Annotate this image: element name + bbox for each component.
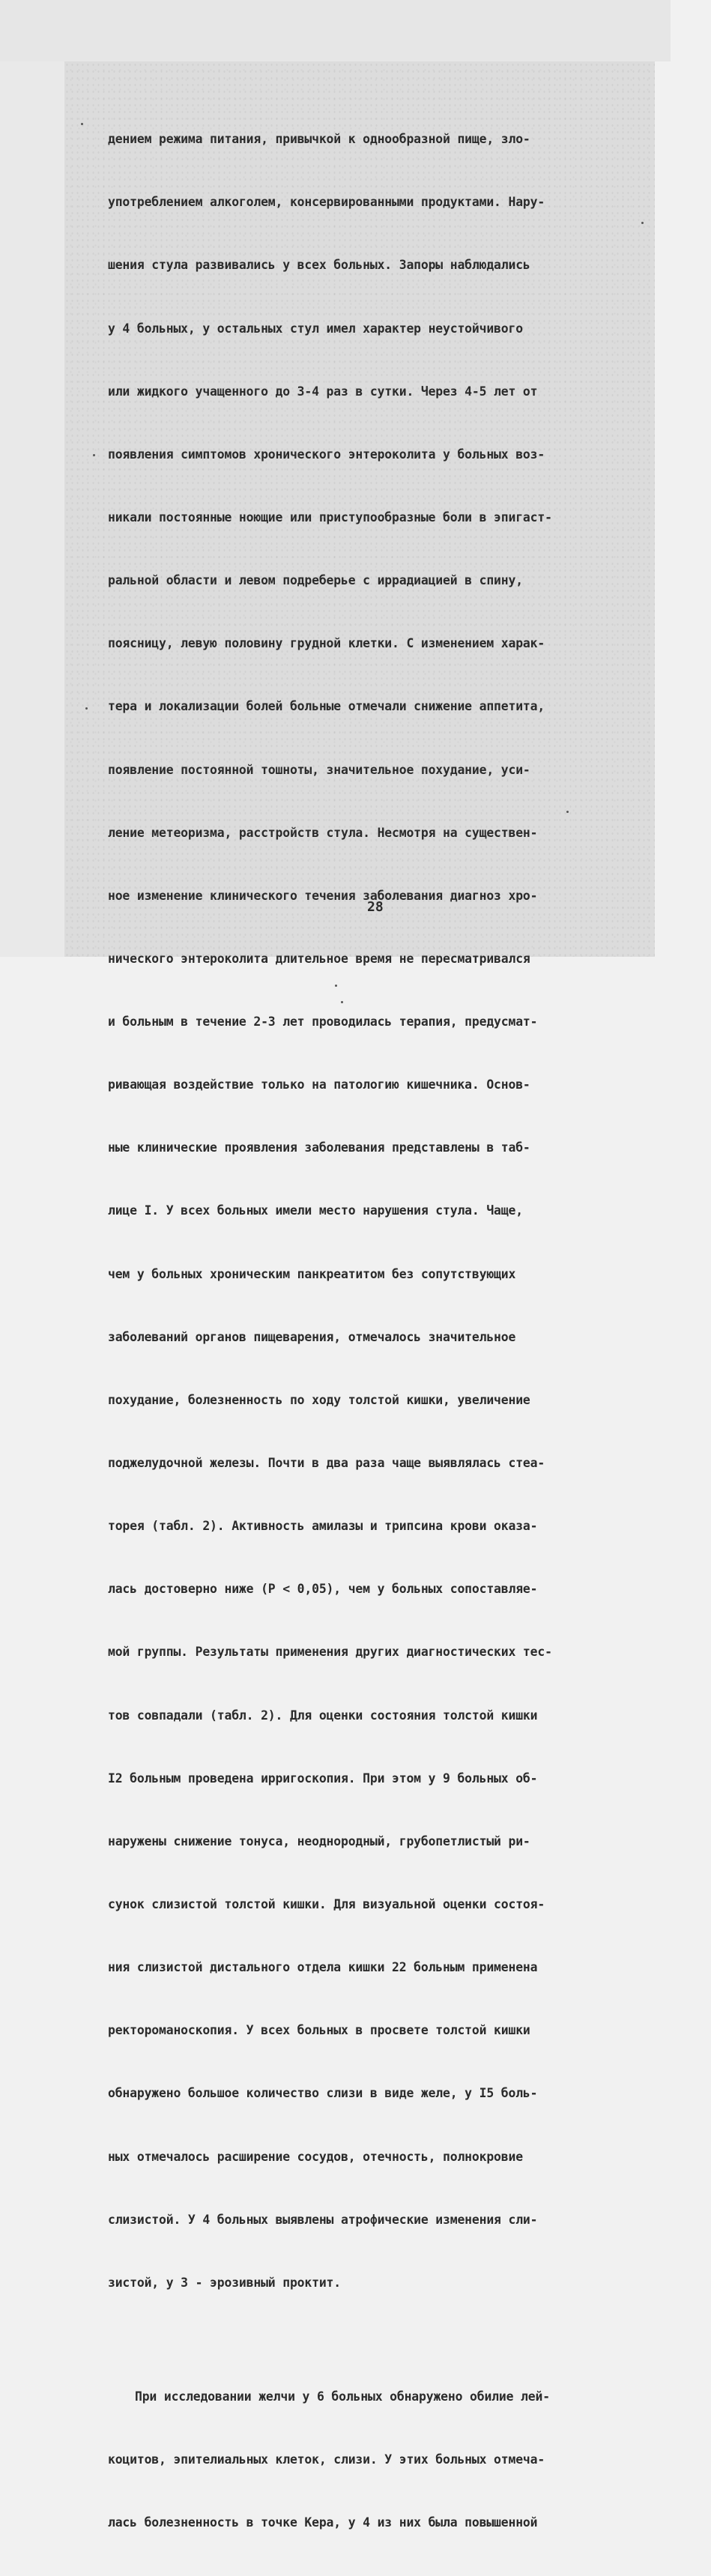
text-line: ректороманоскопия. У всех больных в просвете толстой кишки [108,2023,530,2038]
text-line: у 4 больных, у остальных стул имел характер неустойчивого [108,321,523,336]
scan-speck [335,985,337,987]
text-line: обнаружено большое количество слизи в виде желе, у I5 боль- [108,2086,538,2101]
text-line: употреблением алкоголем, консервированными продуктами. Нару- [108,195,545,210]
scan-speck [566,811,569,813]
text-line: ных отмечалось расширение сосудов, отечность, полнокровие [108,2149,523,2164]
page-number: 28 [367,899,384,915]
paragraph-gap [108,2335,632,2344]
text-line: ривающая воздействие только на патологию кишечника. Основ- [108,1077,530,1092]
scan-left-margin [0,61,64,957]
text-line: наружены снижение тонуса, неоднородный, грубопетлистый ри- [108,1833,530,1848]
text-line: чем у больных хроническим панкреатитом без сопутствующих [108,1266,516,1281]
text-line: дением режима питания, привычкой к однообразной пище, зло- [108,132,530,147]
scan-speck [641,222,644,224]
text-line: появления симптомов хронического энтероколита у больных воз- [108,447,545,462]
text-line: и больным в течение 2-3 лет проводилась терапия, предусмат- [108,1015,538,1030]
text-line: лась достоверно ниже (P < 0,05), чем у больных сопоставляе- [108,1582,538,1597]
text-line: торея (табл. 2). Активность амилазы и трипсина крови оказа- [108,1519,538,1534]
text-line: При исследовании желчи у 6 больных обнаружено обилие лей- [135,2389,550,2404]
text-line: похудание, болезненность по ходу толстой кишки, увеличение [108,1392,530,1407]
text-line: ные клинические проявления заболевания представлены в таб- [108,1140,530,1155]
text-line: ральной области и левом подреберье с иррадиацией в спину, [108,573,523,588]
text-line: ление метеоризма, расстройств стула. Несмотря на существен- [108,825,538,840]
text-line: зистой, у 3 - эрозивный проктит. [108,2275,341,2290]
text-line: или жидкого учащенного до 3-4 раз в сутки. Через 4-5 лет от [108,384,538,399]
text-line: поджелудочной железы. Почти в два раза чаще выявлялась стеа- [108,1456,545,1471]
text-line: мой группы. Результаты применения других диагностических тес- [108,1645,552,1660]
body-text [108,87,632,2576]
text-line: сунок слизистой толстой кишки. Для визуальной оценки состоя- [108,1897,545,1912]
text-line: никали постоянные ноющие или приступообразные боли в эпигаст- [108,510,552,524]
text-line: поясницу, левую половину грудной клетки. С изменением харак- [108,636,545,651]
text-line: лице I. У всех больных имели место нарушения стула. Чаще, [108,1203,523,1218]
text-line: ное изменение клинического течения заболевания диагноз хро- [108,888,538,903]
text-line: шения стула развивались у всех больных. Запоры наблюдались [108,258,530,273]
text-line: тера и локализации болей больные отмечали снижение аппетита, [108,699,545,714]
text-line: слизистой. У 4 больных выявлены атрофические изменения сли- [108,2212,538,2227]
text-line: I2 больным проведена ирригоскопия. При этом у 9 больных об- [108,1771,538,1786]
scan-top-margin [0,0,671,61]
scan-speck [93,454,95,456]
text-line: появление постоянной тошноты, значительное похудание, уси- [108,762,530,777]
text-line: лась болезненность в точке Кера, у 4 из них была повышенной [108,2515,538,2530]
text-line: ния слизистой дистального отдела кишки 22 больным применена [108,1960,538,1975]
text-line: нического энтероколита длительное время не пересматривался [108,951,530,966]
document-page [64,61,655,2530]
scan-speck [85,707,88,710]
scan-speck [341,1001,343,1003]
text-line: коцитов, эпителиальных клеток, слизи. У этих больных отмеча- [108,2452,545,2467]
scan-speck [81,123,83,125]
text-line: тов совпадали (табл. 2). Для оценки состояния толстой кишки [108,1708,538,1723]
text-line: заболеваний органов пищеварения, отмечалось значительное [108,1329,516,1344]
